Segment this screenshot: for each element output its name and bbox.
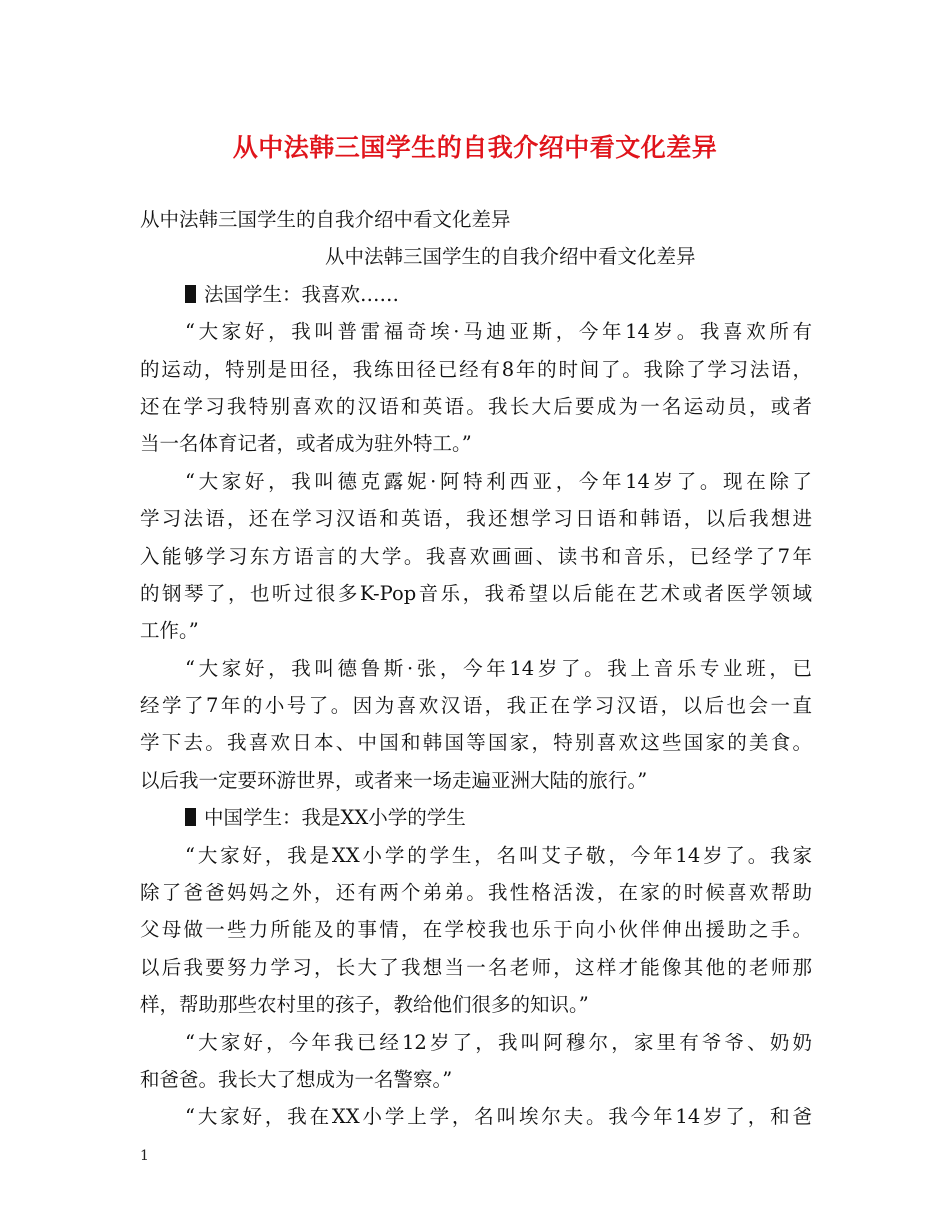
body-subtitle: 从中法韩三国学生的自我介绍中看文化差异	[325, 245, 696, 269]
paragraph-line: 学下去。我喜欢日本、中国和韩国等国家，特别喜欢这些国家的美食。	[140, 731, 812, 755]
document-title: 从中法韩三国学生的自我介绍中看文化差异	[232, 133, 718, 162]
paragraph-line: 入能够学习东方语言的大学。我喜欢画画、读书和音乐，已经学了7年	[140, 544, 812, 568]
paragraph-line: “大家好，我叫普雷福奇埃·马迪亚斯，今年14岁。我喜欢所有	[185, 320, 812, 344]
paragraph-line: “大家好，我在XX小学上学，名叫埃尔夫。我今年14岁了，和爸	[185, 1105, 812, 1129]
section-heading-text: 中国学生：我是XX小学的学生	[204, 806, 466, 830]
paragraph-line: 经学了7年的小号了。因为喜欢汉语，我正在学习汉语，以后也会一直	[140, 694, 812, 718]
paragraph-line: “大家好，我是XX小学的学生，名叫艾子敬，今年14岁了。我家	[185, 843, 812, 867]
paragraph-line: “大家好，今年我已经12岁了，我叫阿穆尔，家里有爷爷、奶奶	[185, 1030, 812, 1054]
section-heading-french	[140, 276, 812, 313]
paragraph-line: 和爸爸。我长大了想成为一名警察。”	[140, 1067, 453, 1091]
body-line: 从中法韩三国学生的自我介绍中看文化差异	[140, 208, 511, 231]
paragraph-line: 学习法语，还在学习汉语和英语，我还想学习日语和韩语，以后我想进	[140, 507, 812, 531]
square-bullet-icon	[185, 808, 196, 826]
paragraph-line: 除了爸爸妈妈之外，还有两个弟弟。我性格活泼，在家的时候喜欢帮助	[140, 881, 812, 905]
section-heading-chinese	[140, 799, 812, 836]
page-number: 1	[140, 1148, 149, 1164]
paragraph-line: 当一名体育记者，或者成为驻外特工。”	[140, 432, 472, 456]
paragraph-line: “大家好，我叫德鲁斯·张，今年14岁了。我上音乐专业班，已	[185, 656, 812, 680]
paragraph-line: 父母做一些力所能及的事情，在学校我也乐于向小伙伴伸出援助之手。	[140, 918, 812, 942]
document-body	[140, 201, 812, 1136]
paragraph-line: 还在学习我特别喜欢的汉语和英语。我长大后要成为一名运动员，或者	[140, 394, 812, 418]
section-heading-text: 法国学生：我喜欢……	[204, 282, 400, 306]
paragraph-line: 的运动，特别是田径，我练田径已经有8年的时间了。我除了学习法语，	[140, 357, 812, 381]
paragraph-line: 工作。”	[140, 619, 199, 643]
paragraph-line: 以后我要努力学习，长大了我想当一名老师，这样才能像其他的老师那	[140, 955, 812, 979]
paragraph-line: “大家好，我叫德克露妮·阿特利西亚，今年14岁了。现在除了	[185, 469, 812, 493]
square-bullet-icon	[185, 285, 196, 303]
paragraph-line: 样，帮助那些农村里的孩子，教给他们很多的知识。”	[140, 993, 589, 1017]
paragraph-line: 的钢琴了，也听过很多K-Pop音乐，我希望以后能在艺术或者医学领域	[140, 581, 812, 605]
paragraph-line: 以后我一定要环游世界，或者来一场走遍亚洲大陆的旅行。”	[140, 768, 648, 792]
